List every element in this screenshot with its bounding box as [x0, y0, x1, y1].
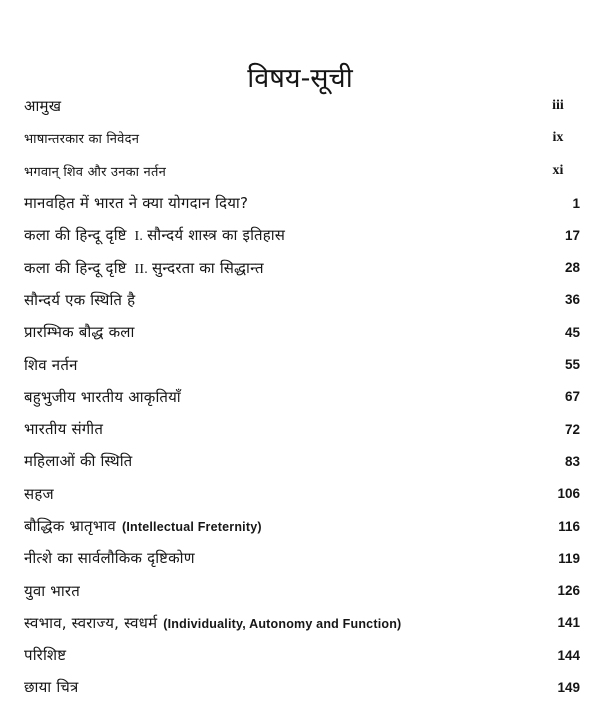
toc-entry-svabhava-svarajya-svadharma[interactable] [24, 607, 580, 639]
toc-entry-title [24, 225, 285, 245]
page-title: विषय-सूची [247, 63, 353, 95]
toc-entry-translator-note[interactable] [24, 122, 580, 154]
toc-entry-page: 17 [564, 227, 580, 243]
toc-entry-beauty-is-state[interactable] [24, 284, 580, 316]
toc-entry-page: 83 [564, 453, 580, 469]
toc-entry-page: 45 [564, 324, 580, 340]
toc-entry-status-of-women[interactable] [24, 445, 580, 477]
toc-entry-title: छाया चित्र [24, 678, 79, 697]
toc-entry-subtitle: सौन्दर्य शास्त्र का इतिहास [147, 226, 286, 245]
toc-entry-main-title: बौद्धिक भ्रातृभाव [24, 517, 116, 535]
toc-entry-title: भाषान्तरकार का निवेदन [24, 132, 140, 148]
toc-entry-page: 28 [564, 260, 580, 276]
toc-entry-title: युवा भारत [24, 581, 81, 600]
toc-entry-title: प्रारम्भिक बौद्ध कला [24, 323, 135, 342]
toc-entry-title: महिलाओं की स्थिति [24, 452, 133, 471]
toc-entry-shiva-nartan[interactable] [24, 348, 580, 380]
toc-entry-title: नीत्शे का सार्वलौकिक दृष्टिकोण [24, 549, 195, 568]
toc-entry-page: 55 [564, 357, 580, 373]
toc-entry-title: सहज [24, 484, 54, 503]
toc-entry-intellectual-fraternity[interactable] [24, 510, 580, 542]
toc-entry-title [24, 613, 401, 633]
toc-entry-title: भगवान् शिव और उनका नर्तन [24, 164, 166, 180]
toc-entry-shiva-dance[interactable] [24, 155, 580, 187]
toc-entry-page: 141 [557, 615, 580, 631]
toc-entry-early-buddhist-art[interactable] [24, 316, 580, 348]
toc-entry-india-contribution[interactable] [24, 187, 580, 219]
toc-entry-title [24, 258, 264, 278]
toc-entry-page: ix [552, 130, 564, 146]
toc-entry-young-india[interactable] [24, 574, 580, 606]
toc-entry-page: 119 [558, 550, 580, 566]
toc-entry-title: शिव नर्तन [24, 355, 78, 374]
toc-entry-english-title: (Intellectual Freternity) [121, 520, 262, 534]
toc-entry-main-title: स्वभाव, स्वराज्य, स्वधर्म [24, 613, 158, 632]
toc-entry-page: 144 [557, 647, 580, 663]
toc-entry-page: 36 [564, 292, 580, 308]
toc-entry-english-title: (Individuality, Autonomy and Function) [163, 616, 402, 631]
toc-entry-title: भारतीय संगीत [24, 420, 104, 439]
toc-entry-title: आमुख [24, 97, 62, 116]
toc-entry-title: परिशिष्ट [24, 646, 67, 665]
toc-entry-part-number: II. [134, 261, 148, 277]
toc-entry-page: 126 [557, 583, 580, 599]
toc-entry-foreword[interactable] [24, 90, 580, 122]
toc-entry-photographs[interactable] [24, 671, 580, 703]
toc-entry-hindu-view-art-1[interactable] [24, 219, 580, 251]
toc-entry-main-title: कला की हिन्दू दृष्टि [24, 258, 127, 277]
toc-entry-nietzsche[interactable] [24, 542, 580, 574]
toc-entry-page: 106 [557, 486, 580, 502]
toc-entry-main-title: कला की हिन्दू दृष्टि [24, 226, 127, 245]
toc-entry-title: बहुभुजीय भारतीय आकृतियाँ [24, 387, 181, 406]
toc-entry-hindu-view-art-2[interactable] [24, 251, 580, 283]
toc-entry-part-number: I. [134, 229, 144, 245]
toc-entry-indian-music[interactable] [24, 413, 580, 445]
toc-entry-page: xi [552, 162, 564, 178]
table-of-contents [24, 90, 580, 704]
toc-entry-appendix[interactable] [24, 639, 580, 671]
toc-entry-page: 116 [558, 518, 580, 534]
toc-entry-subtitle: सुन्दरता का सिद्धान्त [151, 258, 264, 277]
toc-entry-multi-armed-figures[interactable] [24, 381, 580, 413]
toc-entry-sahaj[interactable] [24, 478, 580, 510]
toc-entry-page: 149 [557, 679, 580, 695]
toc-entry-page: 1 [572, 195, 580, 211]
toc-entry-page: iii [552, 98, 564, 114]
toc-entry-title [24, 516, 262, 536]
toc-entry-page: 72 [564, 421, 580, 437]
toc-entry-page: 67 [564, 389, 580, 405]
toc-entry-title: सौन्दर्य एक स्थिति है [24, 290, 136, 309]
toc-entry-title: मानवहित में भारत ने क्या योगदान दिया? [24, 194, 249, 213]
